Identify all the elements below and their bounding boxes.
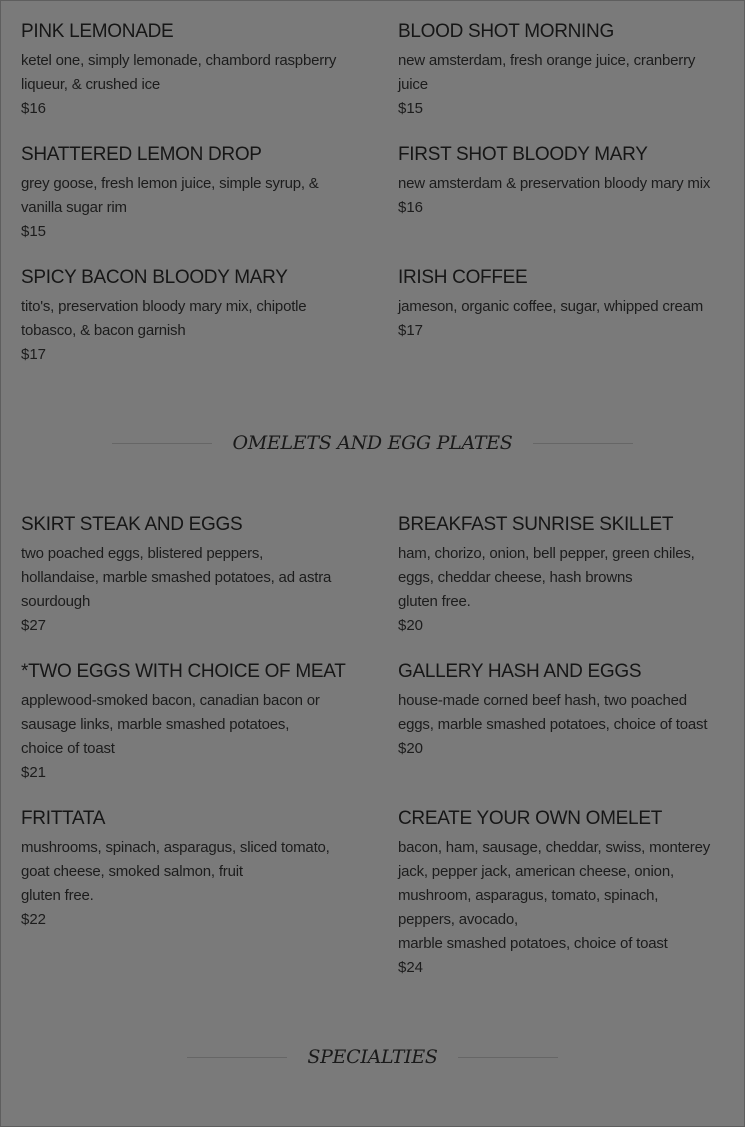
item-price: $17 — [21, 346, 47, 363]
item-price: $15 — [21, 223, 47, 240]
desc-line: hollandaise, marble smashed potatoes, ad astra — [21, 569, 332, 586]
item-price: $20 — [398, 617, 424, 634]
desc-line: applewood-smoked bacon, canadian bacon or — [21, 692, 320, 709]
desc-line: grey goose, fresh lemon juice, simple syrup, & — [21, 175, 319, 192]
desc-line: new amsterdam & preservation bloody mary mix — [398, 175, 711, 192]
menu-item — [398, 660, 721, 785]
item-name: BLOOD SHOT MORNING — [398, 21, 614, 42]
item-name: SKIRT STEAK AND EGGS — [21, 514, 243, 535]
desc-line: juice — [398, 76, 428, 93]
item-description — [21, 295, 398, 343]
menu-item — [21, 143, 398, 244]
desc-line: tobasco, & bacon garnish — [21, 322, 186, 339]
item-description — [21, 49, 398, 97]
item-name: SHATTERED LEMON DROP — [21, 144, 262, 165]
desc-line: ketel one, simply lemonade, chambord raspberry — [21, 52, 337, 69]
omelets-grid — [21, 513, 721, 1002]
desc-line: tito's, preservation bloody mary mix, chipotle — [21, 298, 307, 315]
item-price: $27 — [21, 617, 47, 634]
item-description — [21, 689, 398, 761]
item-description — [21, 836, 398, 908]
desc-line: goat cheese, smoked salmon, fruit — [21, 863, 243, 880]
item-name: FRITTATA — [21, 808, 106, 829]
item-price: $20 — [398, 740, 424, 757]
item-description — [398, 542, 721, 614]
item-description — [398, 689, 721, 737]
menu-item — [398, 143, 721, 244]
desc-line: mushroom, asparagus, tomato, spinach, — [398, 887, 659, 904]
item-name: PINK LEMONADE — [21, 21, 174, 42]
menu-item — [398, 20, 721, 121]
item-name: GALLERY HASH AND EGGS — [398, 661, 642, 682]
item-description — [21, 542, 398, 614]
desc-line: mushrooms, spinach, asparagus, sliced tomato, — [21, 839, 330, 856]
menu-item — [398, 807, 721, 980]
desc-line: liqueur, & crushed ice — [21, 76, 161, 93]
divider-rule — [458, 1057, 558, 1058]
desc-line: jameson, organic coffee, sugar, whipped cream — [398, 298, 704, 315]
desc-line: marble smashed potatoes, choice of toast — [398, 935, 668, 952]
item-name: *TWO EGGS WITH CHOICE OF MEAT — [21, 661, 346, 682]
divider-rule — [533, 443, 633, 444]
desc-line: two poached eggs, blistered peppers, — [21, 545, 264, 562]
menu-item — [398, 266, 721, 367]
desc-line: jack, pepper jack, american cheese, onion, — [398, 863, 674, 880]
menu-item — [21, 266, 398, 367]
desc-line: new amsterdam, fresh orange juice, cranberry — [398, 52, 696, 69]
item-price: $17 — [398, 322, 424, 339]
desc-line: sourdough — [21, 593, 91, 610]
item-description — [398, 295, 721, 319]
item-price: $16 — [398, 199, 424, 216]
section-title: OMELETS AND EGG PLATES — [232, 432, 513, 454]
item-name: SPICY BACON BLOODY MARY — [21, 267, 288, 288]
item-description — [398, 836, 721, 956]
desc-line: peppers, avocado, — [398, 911, 519, 928]
item-price: $22 — [21, 911, 47, 928]
desc-line: sausage links, marble smashed potatoes, — [21, 716, 290, 733]
item-name: CREATE YOUR OWN OMELET — [398, 808, 663, 829]
item-price: $24 — [398, 959, 424, 976]
item-name: BREAKFAST SUNRISE SKILLET — [398, 514, 674, 535]
menu-item — [398, 513, 721, 638]
section-title: SPECIALTIES — [307, 1046, 438, 1068]
menu-item — [21, 513, 398, 638]
item-description — [398, 49, 721, 97]
desc-line: choice of toast — [21, 740, 115, 757]
desc-line: vanilla sugar rim — [21, 199, 127, 216]
desc-line: ham, chorizo, onion, bell pepper, green chiles, — [398, 545, 695, 562]
item-price: $16 — [21, 100, 47, 117]
menu-item — [21, 20, 398, 121]
item-description — [398, 172, 721, 196]
item-name: IRISH COFFEE — [398, 267, 528, 288]
drinks-grid — [21, 20, 721, 389]
item-price: $15 — [398, 100, 424, 117]
desc-line: gluten free. — [398, 593, 471, 610]
divider-rule — [187, 1057, 287, 1058]
section-header-specialties — [0, 1046, 745, 1068]
item-name: FIRST SHOT BLOODY MARY — [398, 144, 648, 165]
menu-item — [21, 660, 398, 785]
item-description — [21, 172, 398, 220]
item-price: $21 — [21, 764, 47, 781]
divider-rule — [112, 443, 212, 444]
section-header-omelets — [0, 432, 745, 454]
desc-line: bacon, ham, sausage, cheddar, swiss, monterey — [398, 839, 711, 856]
desc-line: gluten free. — [21, 887, 94, 904]
desc-line: house-made corned beef hash, two poached — [398, 692, 687, 709]
menu-item — [21, 807, 398, 980]
desc-line: eggs, cheddar cheese, hash browns — [398, 569, 633, 586]
desc-line: eggs, marble smashed potatoes, choice of toast — [398, 716, 708, 733]
